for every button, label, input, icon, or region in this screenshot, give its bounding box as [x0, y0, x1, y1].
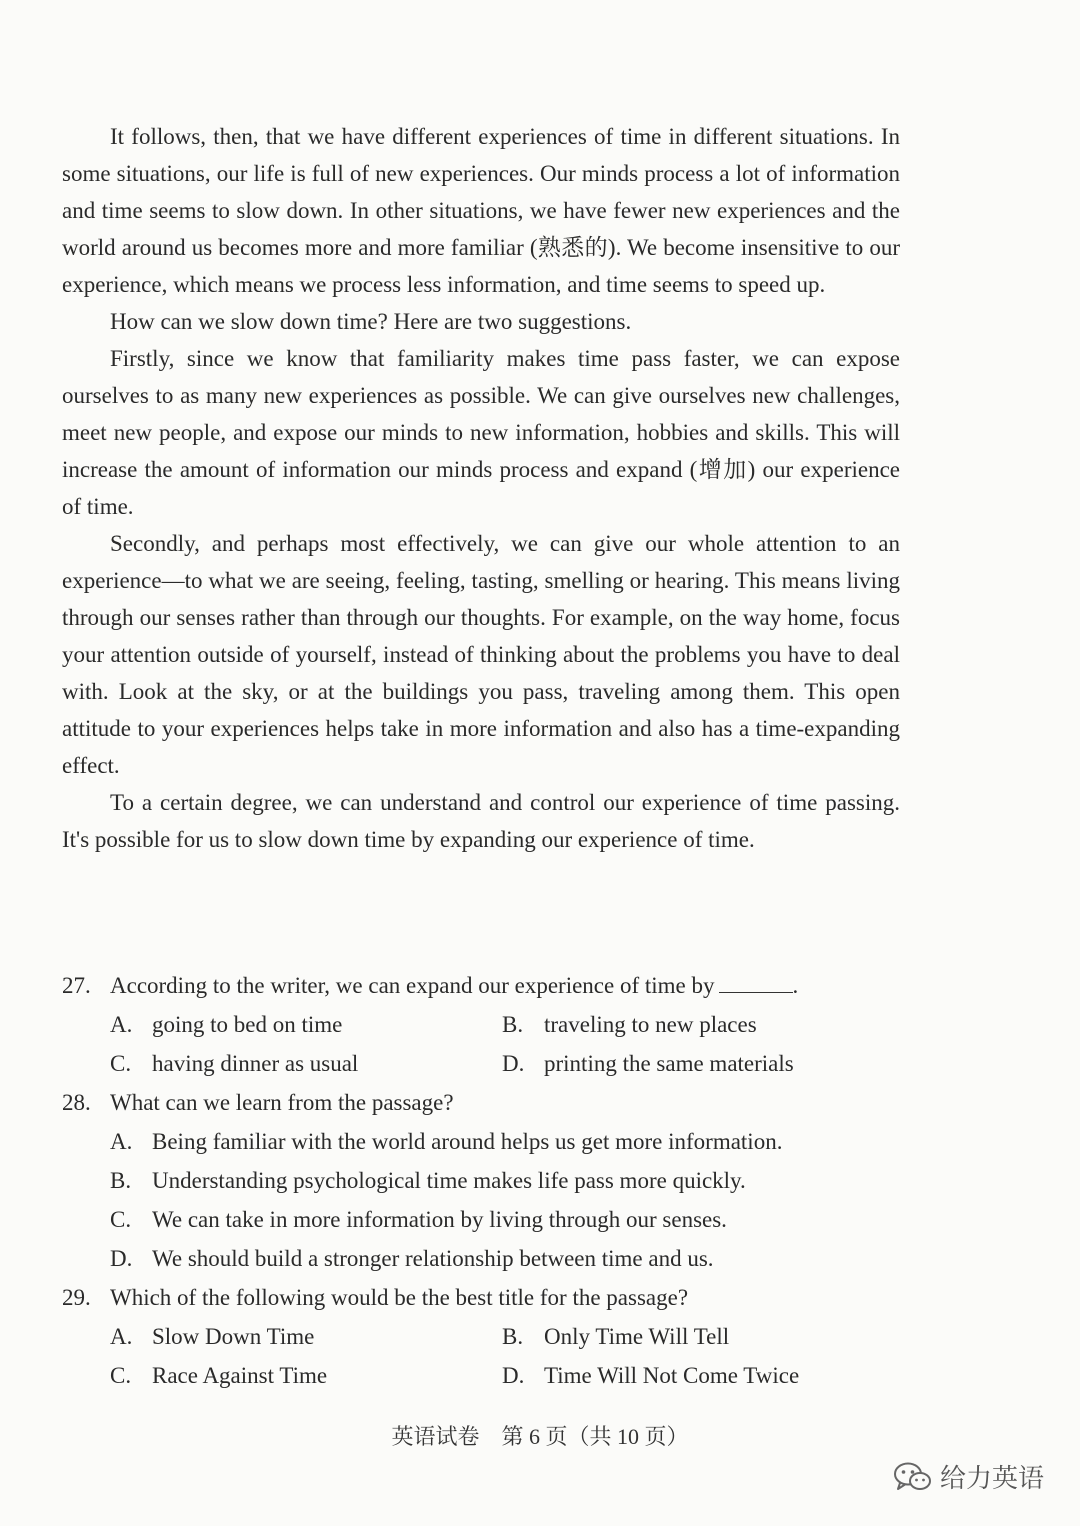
options	[62, 1317, 900, 1395]
question-27	[62, 966, 900, 1005]
option: C. having dinner as usual	[110, 1051, 359, 1076]
question-list	[62, 966, 900, 1395]
option: D. printing the same materials	[502, 1051, 794, 1076]
question-number: 29.	[62, 1285, 91, 1310]
option: B. traveling to new places	[502, 1012, 757, 1037]
option: C. We can take in more information by living through our senses.	[110, 1207, 727, 1232]
question-28	[62, 1083, 900, 1122]
watermark	[892, 1458, 1044, 1495]
paragraph: Firstly, since we know that familiarity makes time pass faster, we can expose ourselves to as many new experiences as possible. We can give ourselves new challenges, meet new people, and expose our minds to new information, hobbies and skills. This will increase the amount of information our minds process and expand (增加) our experience of time.	[62, 346, 900, 519]
paragraph: Secondly, and perhaps most effectively, we can give our whole attention to an experience—to what we are seeing, feeling, tasting, smelling or hearing. This means living through our senses rather than through our thoughts. For example, on the way home, focus your attention outside of yourself, instead of thinking about the problems you have to deal with. Look at the sky, or at the buildings you pass, traveling among them. This open attitude to your experiences helps take in more information and also has a time-expanding effect.	[62, 531, 900, 778]
passage	[62, 118, 900, 858]
answer-blank	[719, 968, 793, 993]
option: A. going to bed on time	[110, 1012, 343, 1037]
option: A. Slow Down Time	[110, 1324, 315, 1349]
options	[62, 1005, 900, 1083]
option: A. Being familiar with the world around helps us get more information.	[110, 1129, 783, 1154]
option: B. Understanding psychological time makes life pass more quickly.	[110, 1168, 746, 1193]
option: B. Only Time Will Tell	[502, 1324, 730, 1349]
question-stem: According to the writer, we can expand our experience of time by .	[110, 966, 900, 1005]
watermark-text: 给力英语	[939, 1464, 1044, 1494]
option: C. Race Against Time	[110, 1363, 328, 1388]
paragraph: It follows, then, that we have different experiences of time in different situations. In some situations, our life is full of new experiences. Our minds process a lot of information and time seems to slow down. In other situations, we have fewer new experiences and the world around us becomes more and more familiar (熟悉的). We become insensitive to our experience, which means we process less information, and time seems to speed up.	[62, 124, 900, 297]
option: D. We should build a stronger relationship between time and us.	[110, 1246, 714, 1271]
question-stem: What can we learn from the passage?	[110, 1090, 454, 1115]
options	[62, 1122, 900, 1278]
question-number: 28.	[62, 1090, 91, 1115]
question-29	[62, 1278, 900, 1317]
wechat-icon	[892, 1460, 932, 1494]
paragraph: To a certain degree, we can understand and control our experience of time passing. It's possible for us to slow down time by expanding our experience of time.	[62, 790, 900, 852]
question-number: 27.	[62, 973, 91, 998]
question-stem: Which of the following would be the best title for the passage?	[110, 1285, 689, 1310]
paragraph: How can we slow down time? Here are two suggestions.	[110, 309, 632, 334]
option: D. Time Will Not Come Twice	[502, 1363, 800, 1388]
page-footer: 英语试卷 第 6 页（共 10 页）	[391, 1424, 689, 1449]
